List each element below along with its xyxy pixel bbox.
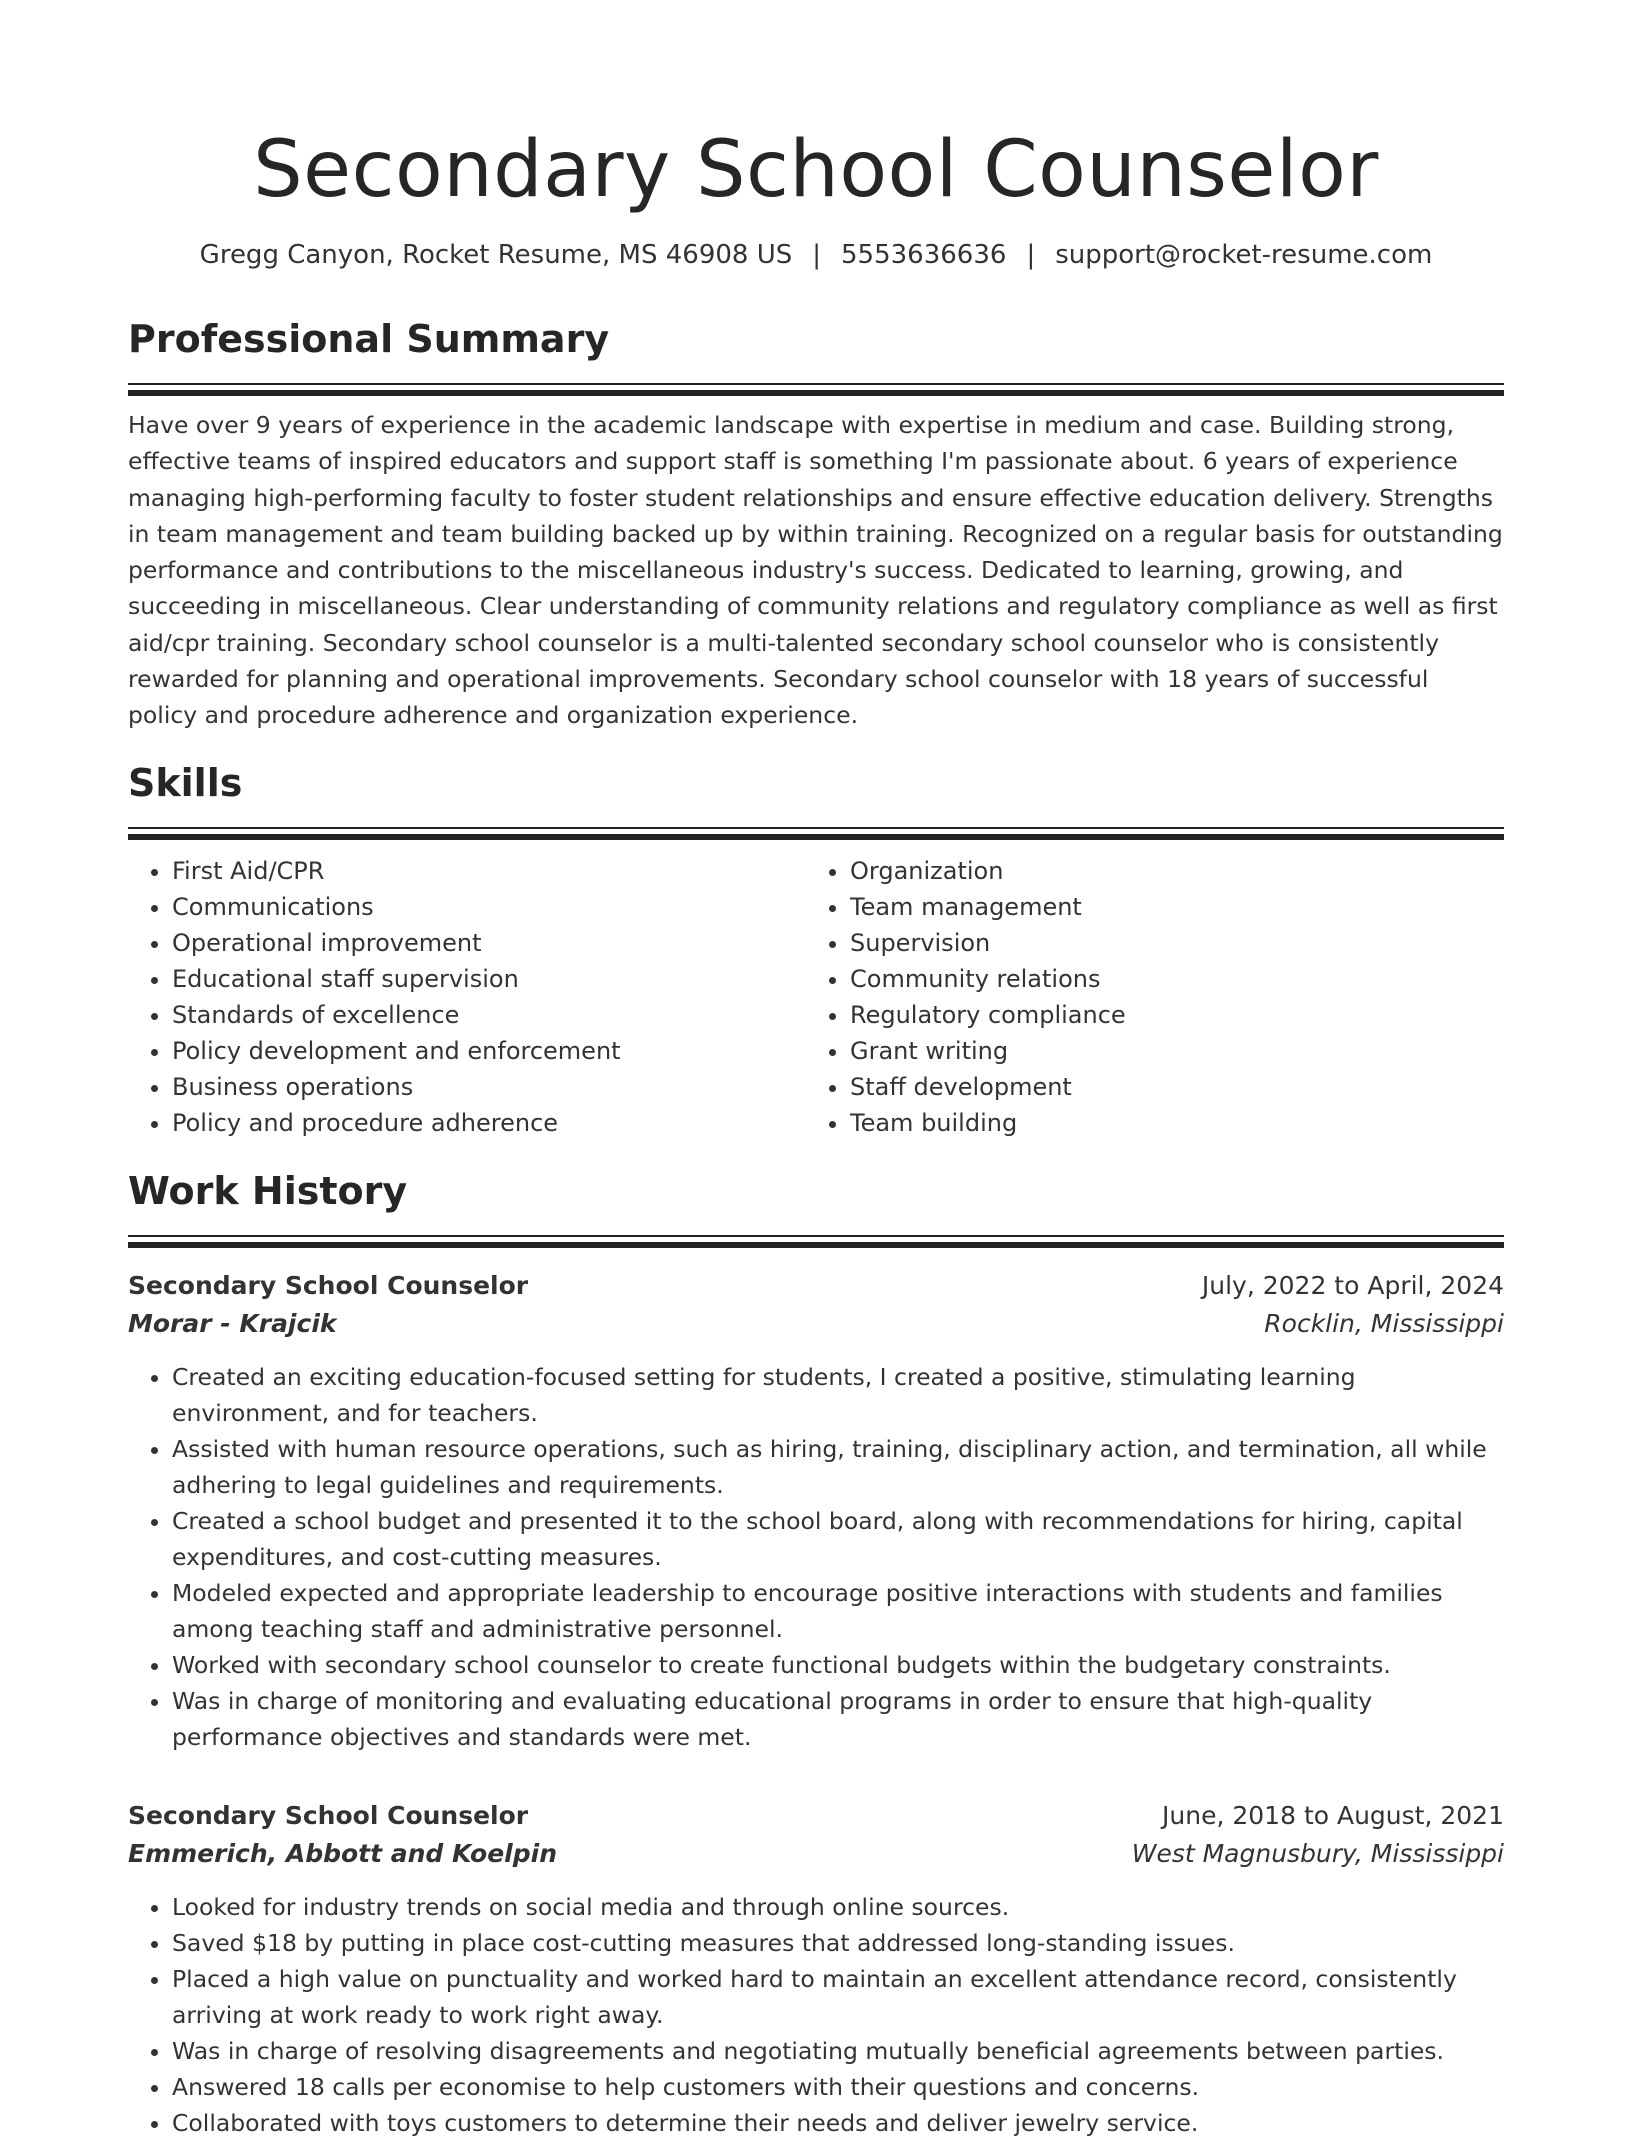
skill-item: • Educational staff supervision bbox=[172, 961, 806, 997]
skill-item: • Policy and procedure adherence bbox=[172, 1105, 806, 1141]
job-bullet: • Looked for industry trends on social media and through online sources. bbox=[172, 1889, 1504, 1925]
skill-item: • Supervision bbox=[850, 925, 1484, 961]
section-divider bbox=[128, 383, 1504, 393]
job-bullet: • Modeled expected and appropriate leadership to encourage positive interactions with students and families among teaching staff and administrative personnel. bbox=[172, 1575, 1504, 1647]
skill-item: • Organization bbox=[850, 853, 1484, 889]
contact-email: support@rocket-resume.com bbox=[1055, 240, 1433, 270]
section-heading-work: Work History bbox=[128, 1168, 408, 1213]
skills-section bbox=[128, 759, 1504, 1141]
job-dates: June, 2018 to August, 2021 bbox=[1162, 1800, 1504, 1830]
job-bullet: • Created an exciting education-focused setting for students, I created a positive, stimulating learning environment, and for teachers. bbox=[172, 1359, 1504, 1431]
job-location: West Magnusbury, Mississippi bbox=[1131, 1838, 1504, 1868]
job-dates: July, 2022 to April, 2024 bbox=[1201, 1270, 1504, 1300]
section-heading-summary: Professional Summary bbox=[128, 317, 610, 361]
skills-columns bbox=[128, 853, 1504, 1141]
skill-item: • Communications bbox=[172, 889, 806, 925]
contact-address: Gregg Canyon, Rocket Resume, MS 46908 US bbox=[199, 240, 793, 270]
section-heading-skills: Skills bbox=[128, 760, 243, 805]
job-bullet: • Worked with secondary school counselor to create functional budgets within the budgetary constraints. bbox=[172, 1647, 1504, 1683]
skill-item: • Team building bbox=[850, 1105, 1484, 1141]
job-header-row bbox=[128, 1797, 1504, 1835]
job-subheader-row bbox=[128, 1305, 1504, 1343]
job-bullet: • Created a school budget and presented it to the school board, along with recommendations for hiring, capital expenditures, and cost-cutting measures. bbox=[172, 1503, 1504, 1575]
job-company: Morar - Krajcik bbox=[128, 1308, 337, 1338]
job-location: Rocklin, Mississippi bbox=[1264, 1308, 1504, 1338]
contact-separator: | bbox=[812, 240, 822, 270]
job-bullet-list bbox=[128, 1889, 1504, 2141]
contact-phone: 5553636636 bbox=[841, 240, 1007, 270]
skill-item: • Policy development and enforcement bbox=[172, 1033, 806, 1069]
job-bullet: • Answered 18 calls per economise to help customers with their questions and concerns. bbox=[172, 2069, 1504, 2105]
job-subheader-row bbox=[128, 1835, 1504, 1873]
job-header-row bbox=[128, 1267, 1504, 1305]
professional-summary-section bbox=[128, 315, 1504, 734]
job-title: Secondary School Counselor bbox=[128, 1270, 529, 1300]
skill-item: • Business operations bbox=[172, 1069, 806, 1105]
job-bullet: • Placed a high value on punctuality and worked hard to maintain an excellent attendance record, consistently arriving at work ready to work right away. bbox=[172, 1961, 1504, 2033]
section-divider bbox=[128, 827, 1504, 837]
job-list bbox=[128, 1267, 1504, 2141]
skill-item: • Grant writing bbox=[850, 1033, 1484, 1069]
contact-line bbox=[128, 238, 1504, 272]
skill-item: • Staff development bbox=[850, 1069, 1484, 1105]
job-bullet: • Was in charge of monitoring and evaluating educational programs in order to ensure that high-quality performance objectives and standards were met. bbox=[172, 1683, 1504, 1755]
skill-item: • Standards of excellence bbox=[172, 997, 806, 1033]
section-divider bbox=[128, 1235, 1504, 1245]
job-entry bbox=[128, 1267, 1504, 1755]
skill-item: • Community relations bbox=[850, 961, 1484, 997]
job-bullet: • Collaborated with toys customers to determine their needs and deliver jewelry service. bbox=[172, 2105, 1504, 2141]
contact-separator: | bbox=[1026, 240, 1036, 270]
resume-title: Secondary School Counselor bbox=[253, 125, 1379, 215]
job-bullet: • Was in charge of resolving disagreements and negotiating mutually beneficial agreements between parties. bbox=[172, 2033, 1504, 2069]
skill-item: • Team management bbox=[850, 889, 1484, 925]
job-company: Emmerich, Abbott and Koelpin bbox=[128, 1838, 558, 1868]
job-bullet-list bbox=[128, 1359, 1504, 1755]
resume-page bbox=[128, 0, 1504, 2141]
job-title: Secondary School Counselor bbox=[128, 1800, 529, 1830]
job-bullet: • Saved $18 by putting in place cost-cutting measures that addressed long-standing issues. bbox=[172, 1925, 1504, 1961]
skill-item: • Operational improvement bbox=[172, 925, 806, 961]
work-history-section bbox=[128, 1167, 1504, 2141]
job-entry bbox=[128, 1797, 1504, 2141]
summary-text: Have over 9 years of experience in the academic landscape with expertise in medium and case. Building strong, effective teams of inspired educators and support staff is something I'm passionate about. 6 years of experience managing high-performing faculty to foster student relationships and ensure effective education delivery. Strengths in team management and team building backed up by within training. Recognized on a regular basis for outstanding performance and contributions to the miscellaneous industry's success. Dedicated to learning, growing, and succeeding in miscellaneous. Clear understanding of community relations and regulatory compliance as well as first aid/cpr training. Secondary school counselor is a multi-talented secondary school counselor who is consistently rewarded for planning and operational improvements. Secondary school counselor with 18 years of successful policy and procedure adherence and organization experience. bbox=[128, 411, 1503, 730]
skills-list-right bbox=[806, 853, 1484, 1141]
skill-item: • First Aid/CPR bbox=[172, 853, 806, 889]
skills-list-left bbox=[128, 853, 806, 1141]
skill-item: • Regulatory compliance bbox=[850, 997, 1484, 1033]
job-bullet: • Assisted with human resource operations, such as hiring, training, disciplinary action, and termination, all while adhering to legal guidelines and requirements. bbox=[172, 1431, 1504, 1503]
